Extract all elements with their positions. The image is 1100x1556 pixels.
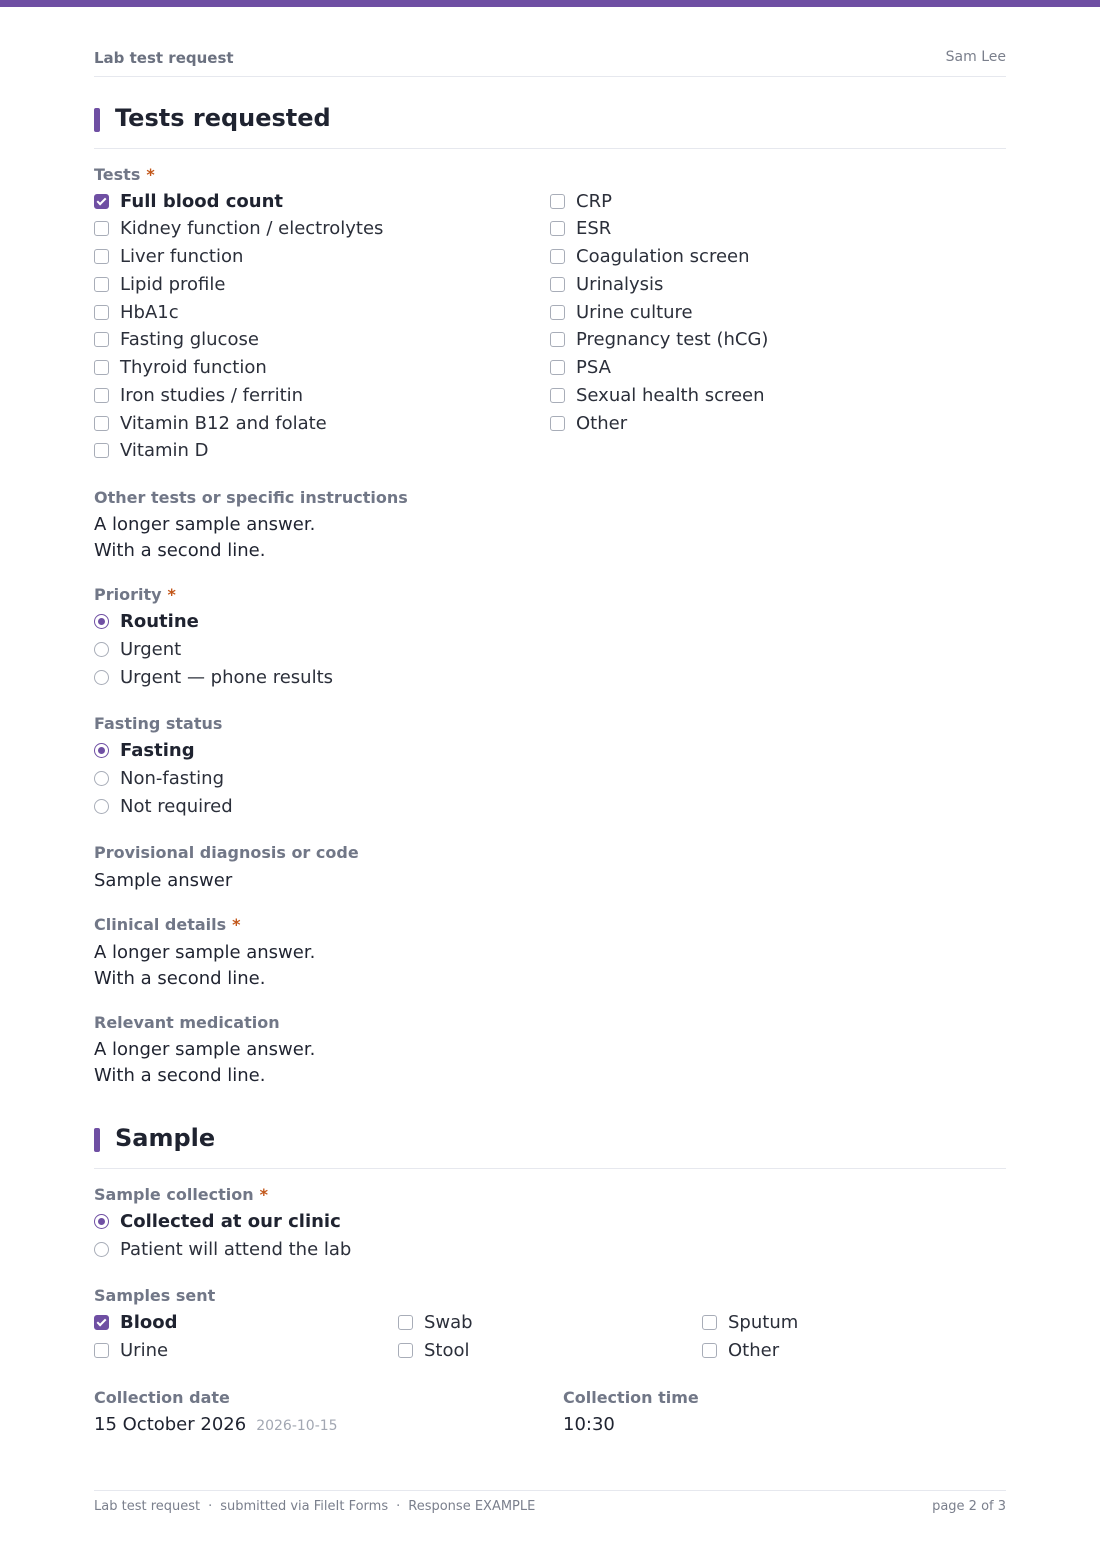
checkbox-icon[interactable] — [94, 305, 109, 320]
checkbox-icon[interactable] — [550, 277, 565, 292]
field-label-priority — [94, 585, 176, 604]
checkbox-icon[interactable] — [398, 1315, 413, 1330]
label-text: Sample collection — [94, 1185, 254, 1204]
checkbox-icon[interactable] — [94, 249, 109, 264]
footer-response: Response EXAMPLE — [408, 1499, 536, 1514]
footer-submitted: submitted via FileIt Forms — [220, 1499, 389, 1514]
section-accent-bar — [94, 108, 100, 132]
label-text: Clinical details — [94, 915, 227, 934]
answer-collection-time: 10:30 — [563, 1414, 615, 1435]
radio-icon[interactable] — [94, 799, 109, 814]
option-label: Sexual health screen — [576, 385, 765, 406]
footer-form-name: Lab test request — [94, 1499, 201, 1514]
option-label: Not required — [120, 796, 233, 817]
date-value: 15 October 2026 — [94, 1414, 247, 1435]
answer-line: With a second line. — [94, 1065, 266, 1086]
field-label-collection-time: Collection time — [563, 1388, 699, 1407]
option-label: Liver function — [120, 246, 244, 267]
radio-icon[interactable] — [94, 771, 109, 786]
field-label-medication: Relevant medication — [94, 1013, 280, 1032]
page-number: page 2 of 3 — [932, 1499, 1006, 1514]
option-label: Full blood count — [120, 191, 284, 212]
option-label: Thyroid function — [120, 357, 267, 378]
option-label: Urgent — phone results — [120, 667, 334, 688]
footer-separator: · — [396, 1499, 401, 1514]
field-label-other-tests: Other tests or specific instructions — [94, 488, 408, 507]
field-label-tests — [94, 165, 155, 184]
option-label: Blood — [120, 1312, 178, 1333]
required-mark: * — [167, 585, 176, 604]
checkbox-icon[interactable] — [94, 332, 109, 347]
checkbox-icon[interactable] — [398, 1343, 413, 1358]
checkbox-icon[interactable] — [550, 249, 565, 264]
radio-icon[interactable] — [94, 1214, 109, 1229]
answer-medication — [94, 1037, 315, 1089]
radio-icon[interactable] — [94, 614, 109, 629]
radio-icon[interactable] — [94, 642, 109, 657]
checkbox-icon[interactable] — [550, 416, 565, 431]
checkbox-icon[interactable] — [550, 194, 565, 209]
option-label: Urinalysis — [576, 274, 664, 295]
option-label: Urgent — [120, 639, 182, 660]
field-label-clinical — [94, 915, 241, 934]
field-label-collection-date: Collection date — [94, 1388, 230, 1407]
option-label: Vitamin B12 and folate — [120, 413, 327, 434]
radio-icon[interactable] — [94, 1242, 109, 1257]
checkbox-icon[interactable] — [94, 1343, 109, 1358]
checkbox-icon[interactable] — [702, 1343, 717, 1358]
option-label: Kidney function / electrolytes — [120, 218, 384, 239]
checkbox-icon[interactable] — [550, 221, 565, 236]
checkbox-icon[interactable] — [550, 305, 565, 320]
option-label: Collected at our clinic — [120, 1211, 341, 1232]
option-label: Fasting glucose — [120, 329, 259, 350]
answer-other-tests — [94, 512, 315, 564]
option-label: Sputum — [728, 1312, 799, 1333]
label-text: Tests — [94, 165, 141, 184]
option-label: Vitamin D — [120, 440, 209, 461]
checkbox-icon[interactable] — [94, 277, 109, 292]
checkbox-icon[interactable] — [94, 388, 109, 403]
option-label: Routine — [120, 611, 199, 632]
accent-top-bar — [0, 0, 1100, 7]
answer-line: A longer sample answer. — [94, 942, 316, 963]
checkbox-icon[interactable] — [94, 221, 109, 236]
option-label: Other — [728, 1340, 780, 1361]
option-label: Urine — [120, 1340, 169, 1361]
field-label-diagnosis: Provisional diagnosis or code — [94, 843, 359, 862]
option-label: HbA1c — [120, 302, 179, 323]
option-label: Patient will attend the lab — [120, 1239, 352, 1260]
option-label: Coagulation screen — [576, 246, 750, 267]
required-mark: * — [146, 165, 155, 184]
required-mark: * — [232, 915, 241, 934]
checkbox-icon[interactable] — [94, 1315, 109, 1330]
option-label: Swab — [424, 1312, 473, 1333]
option-label: Urine culture — [576, 302, 693, 323]
section-tests-requested — [94, 104, 1006, 149]
answer-line: A longer sample answer. — [94, 514, 316, 535]
form-title: Lab test request — [94, 49, 234, 67]
checkbox-icon[interactable] — [550, 360, 565, 375]
answer-line: With a second line. — [94, 540, 266, 561]
radio-icon[interactable] — [94, 670, 109, 685]
answer-diagnosis: Sample answer — [94, 870, 233, 891]
section-title: Tests requested — [115, 104, 331, 132]
label-text: Priority — [94, 585, 162, 604]
field-label-collection — [94, 1185, 268, 1204]
user-name: Sam Lee — [945, 49, 1006, 65]
answer-clinical — [94, 940, 315, 992]
option-label: Stool — [424, 1340, 470, 1361]
footer-info — [94, 1499, 535, 1514]
footer-separator: · — [208, 1499, 213, 1514]
field-label-fasting: Fasting status — [94, 714, 223, 733]
checkbox-icon[interactable] — [550, 388, 565, 403]
answer-line: A longer sample answer. — [94, 1039, 316, 1060]
option-label: Iron studies / ferritin — [120, 385, 304, 406]
checkbox-icon[interactable] — [94, 416, 109, 431]
option-label: Other — [576, 413, 628, 434]
required-mark: * — [259, 1185, 269, 1204]
date-iso: 2026-10-15 — [256, 1418, 338, 1434]
checkbox-icon[interactable] — [94, 194, 109, 209]
option-label: Fasting — [120, 740, 195, 761]
radio-icon[interactable] — [94, 743, 109, 758]
option-label: Pregnancy test (hCG) — [576, 329, 769, 350]
page-footer — [94, 1490, 1006, 1521]
checkbox-icon[interactable] — [94, 360, 109, 375]
field-label-samples-sent: Samples sent — [94, 1286, 216, 1305]
section-sample — [94, 1124, 1006, 1169]
checkbox-icon[interactable] — [550, 332, 565, 347]
checkbox-icon[interactable] — [702, 1315, 717, 1330]
checkbox-icon[interactable] — [94, 443, 109, 458]
option-label: PSA — [576, 357, 611, 378]
section-accent-bar — [94, 1128, 100, 1152]
page-header — [94, 48, 1006, 77]
option-label: Lipid profile — [120, 274, 226, 295]
answer-collection-date — [94, 1412, 338, 1439]
option-label: ESR — [576, 218, 612, 239]
section-title: Sample — [115, 1124, 216, 1152]
option-label: Non-fasting — [120, 768, 225, 789]
option-label: CRP — [576, 191, 612, 212]
answer-line: With a second line. — [94, 968, 266, 989]
